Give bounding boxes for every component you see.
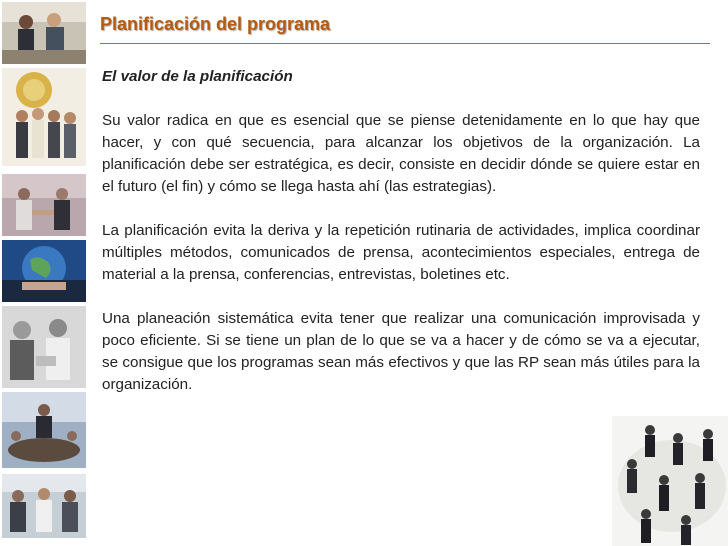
title-bar (100, 10, 710, 42)
paragraph-3: Una planeación sistemática evita tener que realizar una comunicación improvisada y poco eficiente. Si se tiene un plan de lo que se va a hacer y de cómo se va a ejecutar, se consigue que los programas sean más efectivos y que las RP sean más útiles para la organización. (102, 310, 700, 393)
paragraph-2: La planificación evita la deriva y la repetición rutinaria de actividades, implica coordinar múltiples métodos, comunicados de prensa, acontecimientos especiales, entrega de material a la prensa, conferencias, entrevistas, boletines etc. (102, 222, 700, 283)
slide-title: Planificación del programa (100, 14, 331, 34)
globe-handshake-photo (2, 240, 86, 302)
handshake-photo (2, 174, 86, 236)
conference-table-photo (2, 392, 86, 468)
office-team-photo (2, 474, 86, 538)
standing-people-photo (612, 416, 728, 546)
team-group-photo (2, 68, 86, 166)
paragraph-1: Su valor radica en que es esencial que se piense detenidamente en lo que hay que hacer, y con qué secuencia, para alcanzar los objetivos de la organización. La planificación debe ser estratégica, es decir, consiste en decidir dónde se quiere estar en el futuro (el fin) y cómo se llega hasta ahí (las estrategias). (102, 112, 700, 195)
photo-strip (0, 0, 90, 546)
office-meeting-photo (2, 2, 86, 64)
business-people-photo (2, 306, 86, 388)
title-divider (100, 43, 710, 44)
section-subtitle: El valor de la planificación (102, 68, 293, 85)
slide-content (102, 66, 700, 418)
